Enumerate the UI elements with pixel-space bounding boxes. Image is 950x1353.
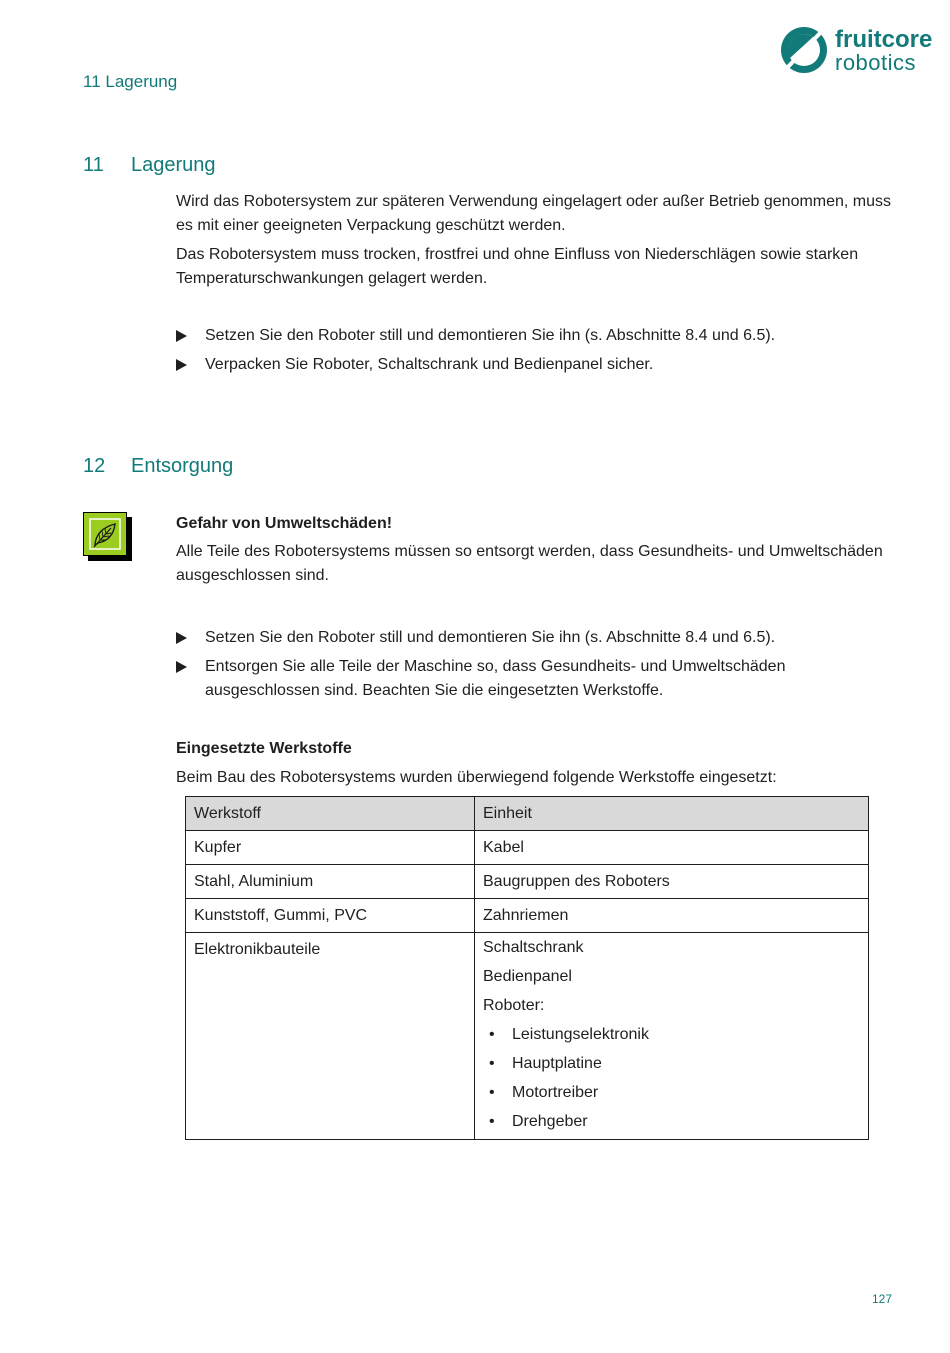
materials-heading: Eingesetzte Werkstoffe: [176, 740, 352, 757]
table-row: [186, 933, 869, 1140]
section-11-title: Lagerung: [131, 154, 216, 176]
section-11-paragraph-2: Das Robotersystem muss trocken, frostfrei und ohne Einfluss von Niederschlägen sowie starken Temperaturschwankungen gelagert werden.: [176, 246, 859, 287]
section-12-title: Entsorgung: [131, 455, 234, 477]
cell-material: Stahl, Aluminium: [186, 865, 475, 899]
step-text: Entsorgen Sie alle Teile der Maschine so, dass Gesundheits- und Umweltschäden ausgeschlossen sind. Beachten Sie die eingesetzten Werkstoffe.: [205, 658, 786, 699]
section-12-step-2: [176, 655, 894, 703]
header-title: 11 Lagerung: [83, 72, 178, 91]
unit-line: Bedienpanel: [483, 968, 572, 985]
section-11-paragraph-1: Wird das Robotersystem zur späteren Verwendung eingelagert oder außer Betrieb genommen, muss es mit einer geeigneten Verpackung geschützt werden.: [176, 193, 892, 234]
cell-unit: Baugruppen des Roboters: [475, 865, 869, 899]
cell-unit: [475, 933, 869, 1140]
warning-heading: Gefahr von Umweltschäden!: [176, 515, 393, 532]
section-11-step-1: [176, 324, 894, 348]
arrow-bullet-icon: [176, 661, 187, 673]
column-header-unit: Einheit: [475, 797, 869, 831]
table-row: [186, 865, 869, 899]
page-number: 127: [872, 1292, 893, 1306]
unit-line: Schaltschrank: [483, 939, 584, 956]
cell-unit: Zahnriemen: [475, 899, 869, 933]
table-row: [186, 899, 869, 933]
section-11-number: 11: [83, 154, 104, 176]
unit-bullet-item: • Leistungselektronik: [483, 1020, 860, 1049]
unit-line: Roboter:: [483, 997, 545, 1014]
logo-mark-icon: [780, 25, 830, 75]
unit-bullet-item: • Drehgeber: [483, 1107, 860, 1136]
table-header-row: [186, 797, 869, 831]
cell-material: Kunststoff, Gummi, PVC: [186, 899, 475, 933]
logo-text-fruitcore: fruitcore: [835, 26, 933, 53]
unit-bullet-item: • Hauptplatine: [483, 1049, 860, 1078]
section-12-number: 12: [83, 455, 106, 477]
step-text: Setzen Sie den Roboter still und demontieren Sie ihn (s. Abschnitte 8.4 und 6.5).: [205, 629, 776, 646]
company-logo: [780, 25, 933, 77]
arrow-bullet-icon: [176, 632, 187, 644]
section-12-step-1: [176, 626, 894, 650]
unit-bullet-item: • Motortreiber: [483, 1078, 860, 1107]
cell-material: Kupfer: [186, 831, 475, 865]
cell-material: Elektronikbauteile: [186, 933, 475, 1140]
arrow-bullet-icon: [176, 359, 187, 371]
section-11-step-2: [176, 353, 894, 377]
step-text: Setzen Sie den Roboter still und demontieren Sie ihn (s. Abschnitte 8.4 und 6.5).: [205, 327, 776, 344]
materials-intro: Beim Bau des Robotersystems wurden überwiegend folgende Werkstoffe eingesetzt:: [176, 769, 777, 786]
logo-text-robotics: robotics: [835, 50, 917, 75]
arrow-bullet-icon: [176, 330, 187, 342]
cell-unit: Kabel: [475, 831, 869, 865]
column-header-material: Werkstoff: [186, 797, 475, 831]
section-11-heading: [83, 154, 216, 177]
step-text: Verpacken Sie Roboter, Schaltschrank und Bedienpanel sicher.: [205, 356, 654, 373]
table-row: [186, 831, 869, 865]
warning-text: Alle Teile des Robotersystems müssen so entsorgt werden, dass Gesundheits- und Umweltschäden ausgeschlossen sind.: [176, 543, 883, 584]
leaf-environment-icon: [83, 512, 133, 562]
section-12-heading: [83, 455, 233, 478]
materials-table: [185, 796, 869, 1140]
